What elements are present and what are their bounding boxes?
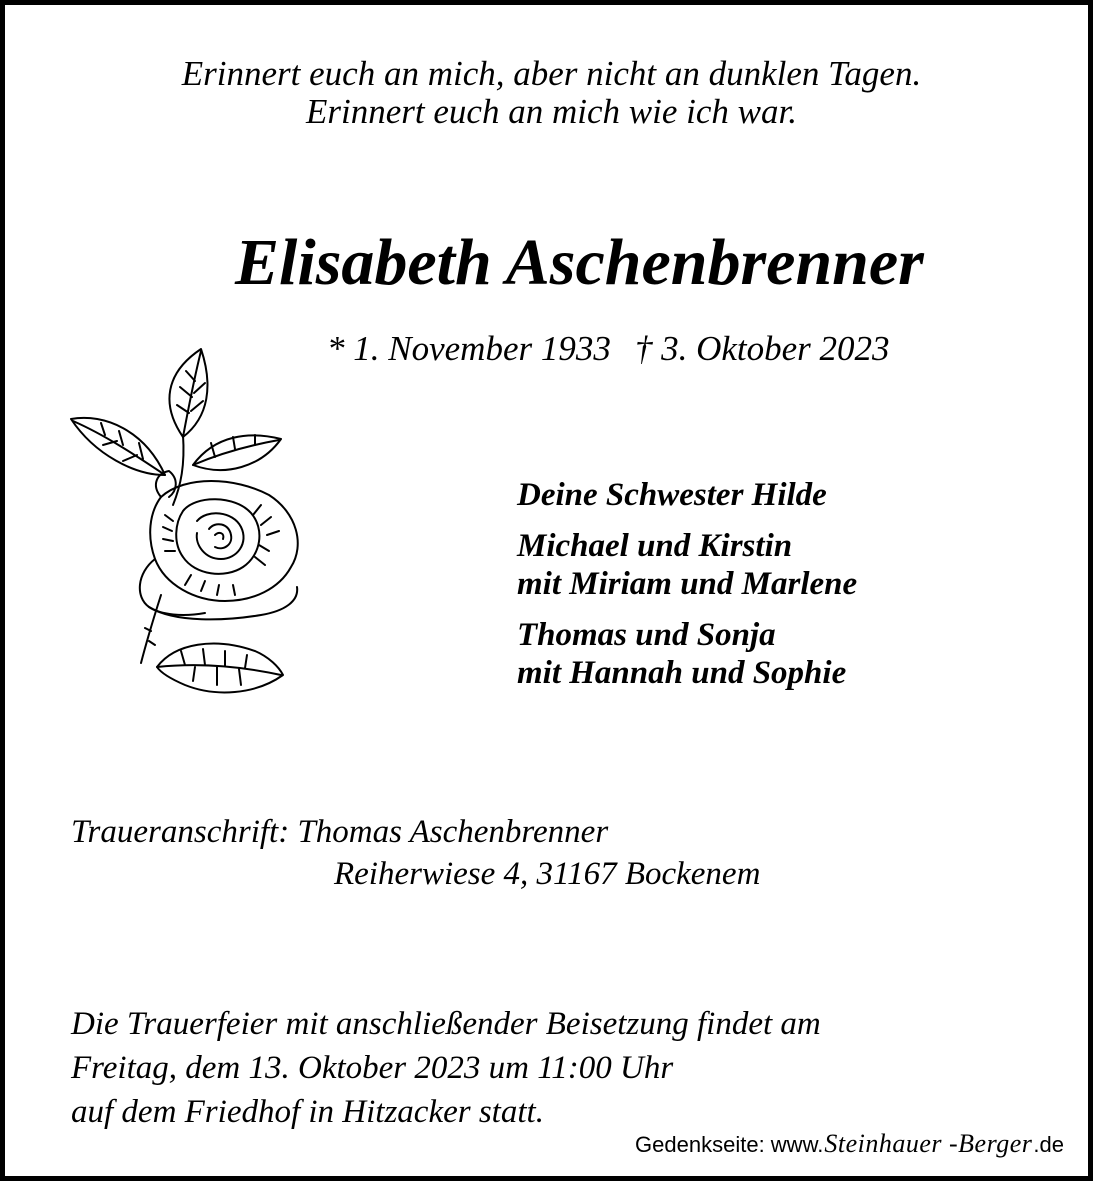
- service-line-3: auf dem Friedhof in Hitzacker statt.: [71, 1094, 544, 1130]
- family-line: mit Miriam und Marlene: [517, 566, 858, 602]
- family-list: [517, 476, 857, 705]
- footer-prefix: Gedenkseite: www.: [635, 1132, 824, 1157]
- family-group: [517, 527, 857, 603]
- mourning-address: [71, 811, 760, 895]
- life-dates: [327, 327, 890, 371]
- footer-suffix: .de: [1033, 1132, 1064, 1157]
- motto-line-1: Erinnert euch an mich, aber nicht an dunklen Tagen.: [181, 54, 922, 93]
- motto: [5, 55, 1093, 131]
- funeral-service-info: [71, 1002, 821, 1134]
- brand-logo: Steinhauer -Berger: [824, 1129, 1033, 1158]
- family-line: Deine Schwester Hilde: [517, 477, 827, 513]
- family-group: [517, 616, 857, 692]
- family-line: Thomas und Sonja: [517, 617, 776, 653]
- birth-date: * 1. November 1933: [327, 329, 611, 368]
- deceased-name: Elisabeth Aschenbrenner: [235, 226, 924, 299]
- service-line-1: Die Trauerfeier mit anschließender Beisetzung findet am: [71, 1006, 821, 1042]
- family-group: [517, 476, 857, 514]
- motto-line-2: Erinnert euch an mich wie ich war.: [306, 92, 797, 131]
- death-date: † 3. Oktober 2023: [634, 329, 890, 368]
- memorial-website-link[interactable]: [635, 1129, 1064, 1159]
- family-line: Michael und Kirstin: [517, 528, 793, 564]
- address-line-2: Reiherwiese 4, 31167 Bockenem: [334, 856, 761, 892]
- service-line-2: Freitag, dem 13. Oktober 2023 um 11:00 Uhr: [71, 1050, 674, 1086]
- family-line: mit Hannah und Sophie: [517, 655, 847, 691]
- address-line-1: Traueranschrift: Thomas Aschenbrenner: [71, 814, 609, 850]
- rose-icon: [65, 345, 315, 705]
